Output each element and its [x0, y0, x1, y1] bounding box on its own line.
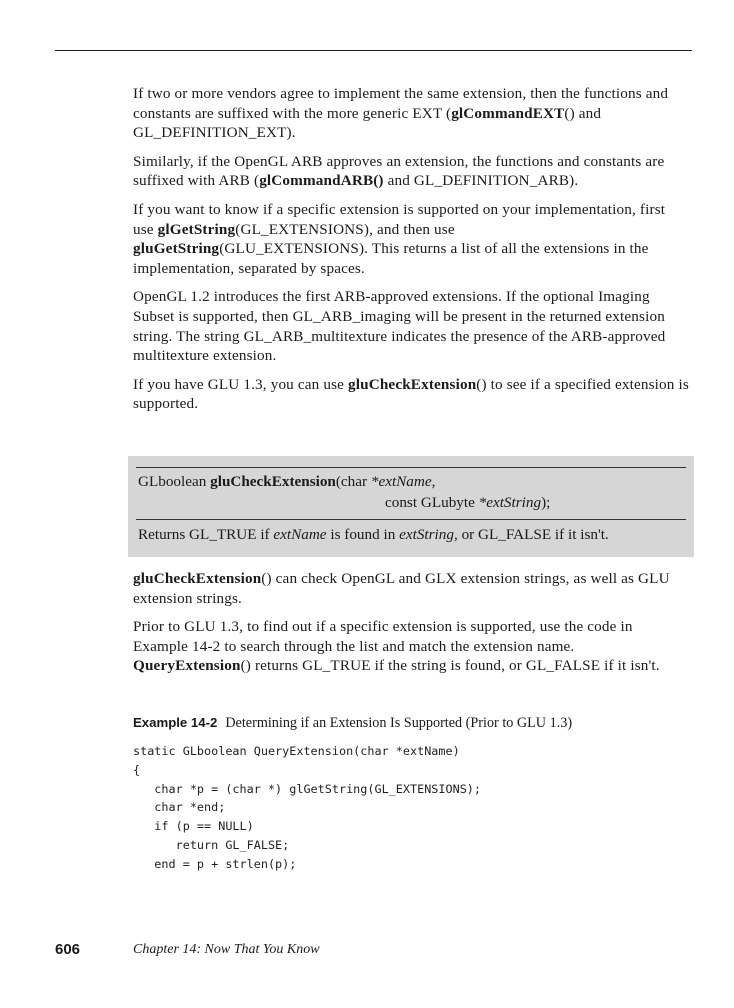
function-name: gluCheckExtension — [133, 570, 262, 587]
text: Returns GL_TRUE if — [138, 526, 274, 543]
text: Prior to GLU 1.3, to find out if a specific extension is supported, use the code in Example 14-2 to search through the list and match the extension name. — [133, 618, 633, 655]
header-rule — [55, 50, 692, 51]
example-label: Example 14-2 — [133, 715, 218, 730]
function-name: gluCheckExtension — [348, 375, 477, 393]
arg-type: const GLubyte — [385, 494, 479, 511]
text: If you want to know if a specific extension is supported on your implementation, first use — [133, 200, 666, 238]
arg-type: (char — [335, 473, 371, 490]
function-name: QueryExtension — [133, 657, 241, 675]
text: (GL_EXTENSIONS), and then use — [235, 220, 455, 238]
text: and GL_DEFINITION_ARB). — [383, 172, 579, 190]
punctuation: ); — [541, 494, 551, 511]
code-listing: static GLboolean QueryExtension(char *extName) { char *p = (char *) glGetString(GL_EXTENSIONS); char *end; if (p == NULL) return GL_FALSE; end = p + strlen(p); — [133, 744, 482, 871]
text: () to see if a specified extension is supported. — [133, 375, 689, 413]
arg-name: extName — [273, 526, 327, 543]
paragraph-prior-glu13 — [133, 617, 689, 676]
example-title: Determining if an Extension Is Supported (Prior to GLU 1.3) — [225, 715, 573, 731]
prototype-rule-bottom — [136, 519, 686, 520]
text: (GLU_EXTENSIONS). This returns a list of all the extensions in the implementation, separated by spaces. — [133, 240, 649, 277]
paragraph-glu13 — [133, 375, 689, 414]
function-name: gluCheckExtension — [210, 473, 336, 490]
text: If two or more vendors agree to implement the same extension, then the functions and constants are suffixed with the more generic EXT ( — [133, 85, 669, 122]
prototype-description — [138, 526, 609, 544]
paragraph-opengl12 — [133, 287, 689, 365]
text: OpenGL 1.2 introduces the first ARB-approved extensions. If the optional Imaging Subset is supported, then GL_ARB_imaging will be present in the returned extension string. The string GL_ARB_multitexture indicates the presence of the ARB-approved multitexture extension. — [133, 288, 666, 365]
paragraph-getstring — [133, 200, 689, 278]
function-name: glGetString — [157, 220, 236, 238]
text: , or GL_FALSE if it isn't. — [453, 526, 609, 543]
chapter-title: Chapter 14: Now That You Know — [133, 942, 320, 957]
paragraph-checkext — [133, 569, 689, 608]
return-type: GLboolean — [138, 473, 211, 490]
text: is found in — [326, 526, 400, 543]
function-name: gluGetString — [133, 240, 220, 258]
text: If you have GLU 1.3, you can use — [133, 375, 348, 393]
arg-name: *extString — [478, 494, 542, 511]
body-text-top — [133, 84, 689, 423]
prototype-line-2 — [385, 494, 550, 512]
function-name: glCommandARB() — [259, 172, 384, 190]
text: Similarly, if the OpenGL ARB approves an extension, the functions and constants are suffixed with ARB ( — [133, 152, 665, 190]
function-name: glCommandEXT — [451, 104, 565, 122]
text: () can check OpenGL and GLX extension strings, as well as GLU extension strings. — [133, 570, 670, 607]
arg-name: *extName, — [370, 473, 436, 490]
body-text-bottom — [133, 569, 689, 685]
paragraph-ext-vendors — [133, 84, 689, 143]
page-number: 606 — [55, 941, 81, 958]
example-caption — [133, 715, 572, 732]
prototype-box — [128, 456, 694, 557]
text: () returns GL_TRUE if the string is found, or GL_FALSE if it isn't. — [240, 657, 660, 675]
prototype-line-1 — [138, 473, 435, 491]
prototype-rule-top — [136, 467, 686, 468]
paragraph-arb — [133, 152, 689, 191]
arg-name: extString — [399, 526, 454, 543]
text: () and GL_DEFINITION_EXT). — [133, 104, 602, 142]
